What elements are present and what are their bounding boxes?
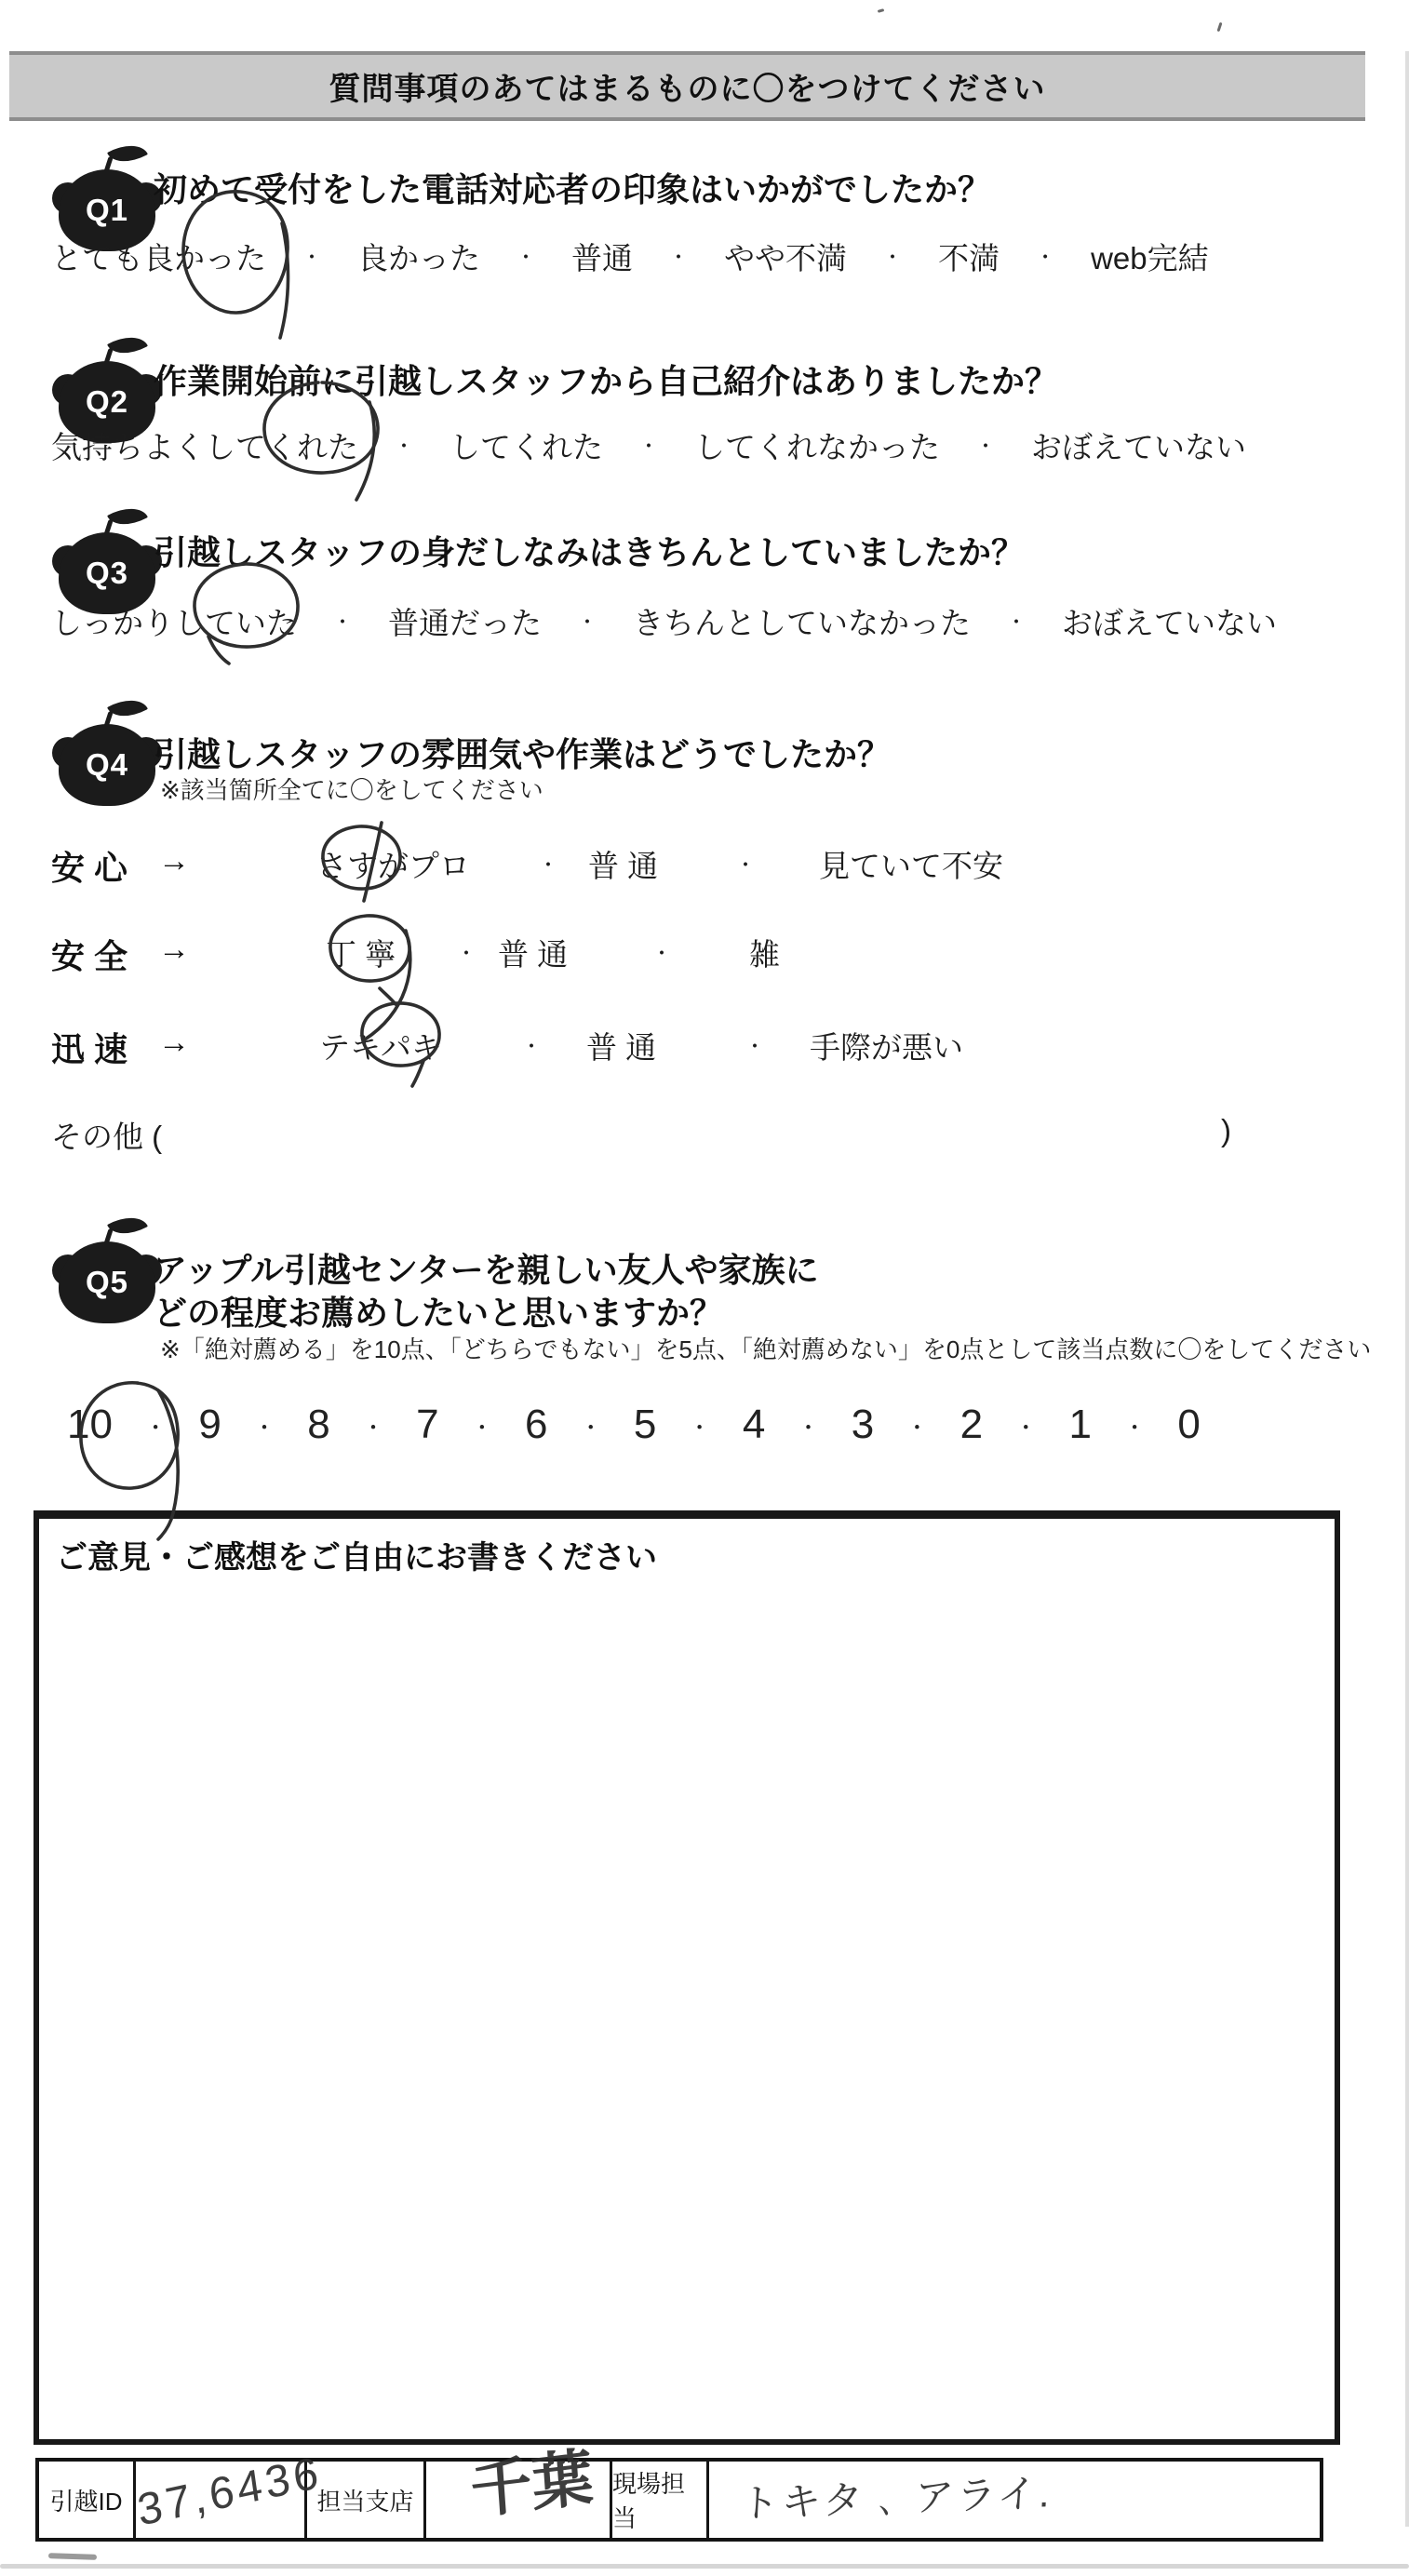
option-separator-dot: ・ [668, 246, 690, 269]
q4-row2-label: 安 全 [51, 937, 128, 975]
q4-note: ※該当箇所全てに〇をしてください [160, 776, 543, 804]
q4-title: 引越しスタッフの雰囲気や作業はどうでしたか？ [154, 735, 892, 773]
option-separator-dot: ・ [394, 435, 415, 458]
paper-bottom-shadow [0, 2564, 1409, 2569]
q1-option-4: やや不満 [724, 241, 848, 275]
q2-option-2: してくれた [450, 430, 604, 464]
q4-row1-option-2: 普 通 [588, 849, 659, 883]
q2-title: 作業開始前に引越しスタッフから自己紹介はありましたか？ [154, 362, 1059, 400]
q3-option-1: しっかりしていた [51, 606, 297, 640]
scan-speck [1217, 22, 1223, 32]
option-separator-dot: ・ [332, 610, 354, 634]
q1-option-1: とても良かった [51, 241, 266, 275]
option-separator-dot: ・ [906, 1415, 929, 1441]
q5-note: ※「絶対薦める」を10点、「どちらでもない」を5点、「絶対薦めない」を0点として該当点数に〇をしてください [160, 1335, 1372, 1363]
option-separator-dot: ・ [521, 1035, 543, 1058]
scale-3: 3 [851, 1402, 875, 1447]
scan-edge-shadow [1405, 51, 1409, 2527]
q4-row3-arrow: → [158, 1025, 190, 1060]
option-separator-dot: ・ [456, 942, 477, 965]
option-separator-dot: ・ [797, 1415, 820, 1441]
option-separator-dot: ・ [651, 942, 673, 965]
q4-row3-option-1: テキパキ [319, 1030, 442, 1065]
scan-mark [48, 2553, 97, 2560]
scale-8: 8 [307, 1402, 330, 1447]
q4-row2-option-1: 丁 寧 [326, 937, 396, 972]
q4-row2-option-2: 普 通 [498, 937, 569, 972]
q4-row2-arrow: → [158, 932, 190, 967]
q2-option-4: おぼえていない [1031, 430, 1247, 464]
option-separator-dot: ・ [302, 246, 323, 269]
handwritten-site-staff: トキタ ､ アライ. [738, 2471, 1054, 2526]
q5-number: Q5 [85, 1265, 129, 1299]
q1-option-2: 良かった [357, 241, 481, 275]
q4-number: Q4 [85, 747, 129, 782]
scale-6: 6 [525, 1402, 548, 1447]
option-separator-dot: ・ [1014, 1415, 1038, 1441]
option-separator-dot: ・ [253, 1415, 276, 1441]
q5-title-line1: アップル引越センターを親しい友人や家族に [154, 1251, 819, 1289]
footer-label-branch: 担当支店 [307, 2462, 426, 2538]
mascot-leaf-icon [107, 1208, 148, 1242]
q4-row2-option-3: 雑 [749, 937, 780, 972]
scale-10: 10 [67, 1402, 113, 1447]
q3-number: Q3 [85, 556, 129, 590]
option-separator-dot: ・ [1035, 246, 1056, 269]
handwritten-move-id: 37,6436 [134, 2448, 326, 2536]
option-separator-dot: ・ [1006, 610, 1027, 634]
q4-row1-arrow: → [158, 843, 190, 879]
mascot-leaf-icon [107, 691, 148, 725]
q4-other-label: その他 ( [51, 1120, 163, 1154]
q2-option-1: 気持ちよくしてくれた [51, 430, 358, 464]
q4-mascot-icon [52, 704, 162, 808]
handwritten-branch: 千葉 [468, 2441, 596, 2526]
scale-0: 0 [1177, 1402, 1201, 1447]
mascot-leaf-icon [107, 136, 148, 170]
q1-option-5: 不満 [938, 241, 1000, 275]
option-separator-dot: ・ [579, 1415, 602, 1441]
header-title: 質問事項のあてはまるものに〇をつけてください [329, 72, 1046, 107]
option-separator-dot: ・ [144, 1415, 168, 1441]
q3-option-4: おぼえていない [1062, 606, 1278, 640]
scan-speck [878, 8, 885, 13]
option-separator-dot: ・ [688, 1415, 711, 1441]
scale-5: 5 [633, 1402, 657, 1447]
option-separator-dot: ・ [361, 1415, 384, 1441]
q1-option-3: 普通 [571, 241, 634, 275]
q1-number: Q1 [85, 193, 129, 227]
header-bar [9, 51, 1365, 121]
q5-title-line2: どの程度お薦めしたいと思いますか？ [154, 1294, 724, 1332]
option-separator-dot: ・ [882, 246, 904, 269]
comment-box [34, 1510, 1340, 2445]
scale-1: 1 [1068, 1402, 1092, 1447]
q2-options [51, 423, 1246, 467]
option-separator-dot: ・ [975, 435, 997, 458]
option-separator-dot: ・ [538, 853, 559, 877]
q4-row3-label: 迅 速 [51, 1030, 128, 1068]
q3-options [51, 599, 1277, 643]
option-separator-dot: ・ [638, 435, 660, 458]
option-separator-dot: ・ [745, 1035, 766, 1058]
scale-7: 7 [416, 1402, 439, 1447]
q4-other-close-paren: ) [1221, 1113, 1231, 1147]
option-separator-dot: ・ [577, 610, 598, 634]
q3-option-3: きちんとしていなかった [633, 606, 972, 640]
option-separator-dot: ・ [1123, 1415, 1147, 1441]
q3-title: 引越しスタッフの身だしなみはきちんとしていましたか？ [154, 533, 1026, 571]
footer-label-site-staff: 現場担当 [612, 2462, 709, 2538]
comment-box-title: ご意見・ご感想をご自由にお書きください [56, 1540, 657, 1576]
q4-row3-option-2: 普 通 [586, 1030, 657, 1065]
option-separator-dot: ・ [516, 246, 537, 269]
q4-row3-option-3: 手際が悪い [810, 1030, 963, 1065]
q4-row1-option-3: 見ていて不安 [819, 849, 1003, 883]
footer-label-move-id: 引越ID [39, 2462, 136, 2538]
mascot-leaf-icon [107, 328, 148, 362]
scale-4: 4 [742, 1402, 766, 1447]
q5-score-scale [67, 1402, 1201, 1448]
q2-option-3: してくれなかった [694, 430, 941, 464]
option-separator-dot: ・ [470, 1415, 493, 1441]
q1-options [51, 235, 1209, 278]
q1-option-6: web完結 [1091, 241, 1209, 275]
q4-row1-label: 安 心 [51, 849, 128, 887]
q4-row1-option-1: さすがプロ [316, 849, 470, 883]
q5-mascot-icon [52, 1221, 162, 1325]
q2-number: Q2 [85, 384, 129, 419]
scale-2: 2 [959, 1402, 984, 1447]
q4-row3-answer-circle-entry [380, 988, 396, 1004]
option-separator-dot: ・ [735, 853, 757, 877]
q1-title: 初めて受付をした電話対応者の印象はいかがでしたか？ [154, 170, 992, 208]
mascot-leaf-icon [107, 499, 148, 533]
q3-option-2: 普通だった [388, 606, 543, 640]
scale-9: 9 [198, 1402, 221, 1447]
